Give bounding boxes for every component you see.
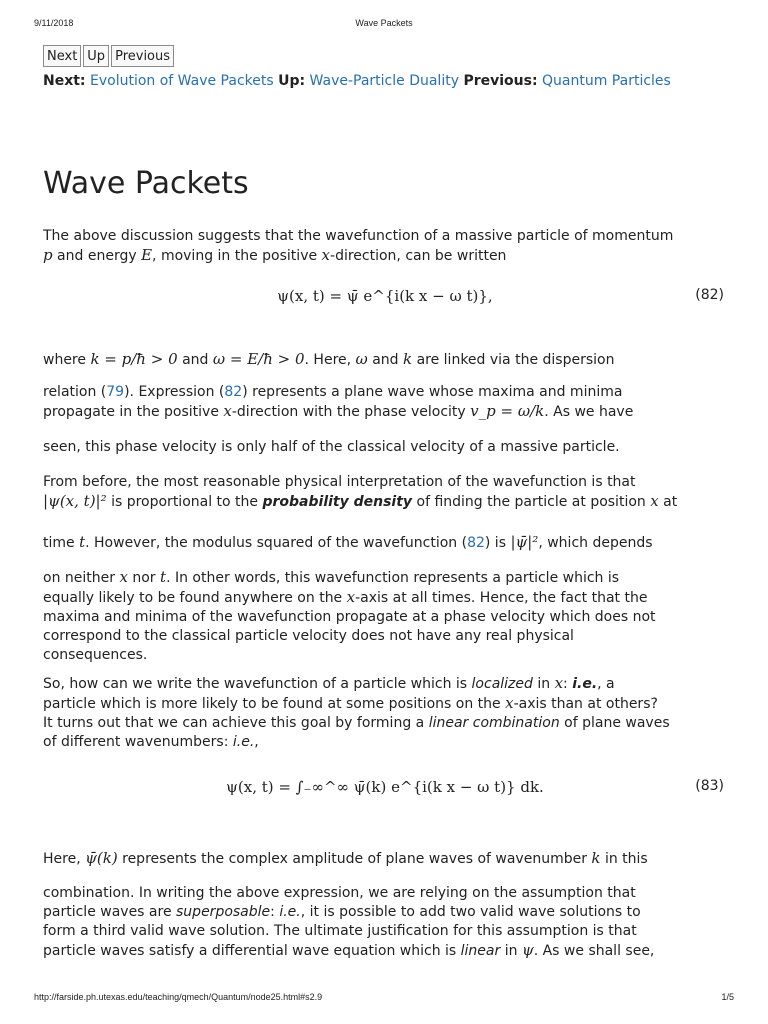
math-E: E [141,246,153,264]
text: consequences. [43,647,148,663]
emphasis-superposable: superposable [176,904,271,920]
page-title: Wave Packets [43,166,249,201]
text: . However, the modulus squared of the wavefunction ( [85,535,468,551]
text: -direction with the phase velocity [231,404,471,420]
text: seen, this phase velocity is only half of the classical velocity of a massive particle. [43,439,620,455]
math-k: k [403,350,413,368]
text: . As we shall see, [533,943,655,959]
text: are linked via the dispersion [412,352,615,368]
text: of plane waves [559,715,670,731]
text: Here, [43,851,86,867]
paragraph-dispersion-line1 [43,350,727,370]
math-x: x [119,568,128,586]
paragraph-probability-part3 [43,568,727,665]
text: So, how can we write the wavefunction of a particle which is [43,676,472,692]
text: . As we have [544,404,634,420]
equation-83-number: (83) [695,778,724,794]
math-x: x [321,246,331,264]
text: , a [597,676,615,692]
math-x: x [505,694,514,712]
up-link[interactable]: Wave-Particle Duality [309,73,459,89]
equation-82-expression: ψ(x, t) = ψ̄ e^{i(k x − ω t)}, [277,287,493,305]
emphasis-ie: i.e. [572,676,598,692]
text: : [270,904,280,920]
math-k: k [591,849,601,867]
previous-label: Previous: [463,73,538,89]
math-x: x [554,674,564,692]
next-button[interactable]: Next [43,45,81,67]
text: and energy [52,248,142,264]
text: particle waves are [43,904,177,920]
navigation-buttons [43,45,174,69]
text: represents the complex amplitude of plane waves of wavenumber [117,851,592,867]
text: in [500,943,522,959]
equation-82 [43,287,727,317]
text: particle which is more likely to be found at some positions on the [43,696,506,712]
text: : [563,676,573,692]
math-x: x [346,588,356,606]
math-psi: ψ [521,941,534,959]
text: From before, the most reasonable physical interpretation of the wavefunction is that [43,474,636,490]
text: on neither [43,570,120,586]
text: equally likely to be found anywhere on the [43,590,347,606]
math-x: x [223,402,232,420]
equation-83 [43,778,727,808]
emphasis-localized: localized [471,676,533,692]
text: correspond to the classical particle velocity does not have any real physical [43,628,574,644]
previous-button[interactable]: Previous [111,45,174,67]
text: relation ( [43,384,107,400]
text: is proportional to the [106,494,263,510]
math-psi-modulus-squared: |ψ(x, t)|² [43,492,107,510]
text: -direction, can be written [330,248,507,264]
math-k-def: k = p/ħ > 0 [90,350,178,368]
text: nor [127,570,161,586]
print-footer [0,992,768,1006]
print-page-number: 1/5 [721,992,734,1002]
text: propagate in the positive [43,404,224,420]
equation-82-number: (82) [695,287,724,303]
text: where [43,352,91,368]
text: time [43,535,80,551]
paragraph-dispersion-line3 [43,438,727,457]
text: . In other words, this wavefunction represents a particle which is [166,570,620,586]
emphasis-probability-density: probability density [262,494,413,510]
previous-link[interactable]: Quantum Particles [542,73,671,89]
text: ) represents a plane wave whose maxima and minima [242,384,623,400]
text: . Here, [304,352,356,368]
text: -axis at all times. Hence, the fact that the [355,590,648,606]
text: and [177,352,213,368]
text: of different wavenumbers: [43,734,233,750]
emphasis-linear: linear [460,943,501,959]
equation-83-expression: ψ(x, t) = ∫₋∞^∞ ψ̄(k) e^{i(k x − ω t)} dk. [226,778,544,796]
print-title: Wave Packets [355,18,413,28]
text: combination. In writing the above expression, we are relying on the assumption that [43,885,636,901]
text: and [367,352,404,368]
text: , it is possible to add two valid wave solutions to [300,904,641,920]
print-url: http://farside.ph.utexas.edu/teaching/qmech/Quantum/node25.html#s2.9 [34,992,323,1002]
paragraph-dispersion-line2 [43,383,727,422]
emphasis-ie: i.e. [279,904,301,920]
up-label: Up: [278,73,306,89]
paragraph-intro [43,227,727,266]
text: maxima and minima of the wavefunction propagate at a phase velocity which does not [43,609,656,625]
text: It turns out that we can achieve this goal by forming a [43,715,429,731]
math-t: t [160,568,167,586]
text: in [532,676,555,692]
text: The above discussion suggests that the wavefunction of a massive particle of momentum [43,228,674,244]
emphasis-linear-combination: linear combination [428,715,560,731]
text: ). Expression ( [124,384,225,400]
text: at [658,494,678,510]
math-psibar-modulus-squared: |ψ̄|² [510,533,539,551]
up-button[interactable]: Up [83,45,109,67]
text: , [254,734,259,750]
text: of finding the particle at position [412,494,651,510]
emphasis-ie: i.e. [232,734,255,750]
equation-82-ref[interactable]: 82 [467,535,485,551]
math-phase-velocity: v_p = ω/k [470,402,545,420]
text: , which depends [538,535,653,551]
math-x: x [650,492,659,510]
print-date: 9/11/2018 [34,18,74,28]
text: in this [600,851,648,867]
paragraph-superposition-rest [43,884,727,961]
next-label: Next: [43,73,86,89]
math-p: p [43,246,53,264]
next-link[interactable]: Evolution of Wave Packets [90,73,274,89]
equation-79-ref[interactable]: 79 [106,384,125,400]
print-header [0,18,768,32]
paragraph-superposition-line1 [43,849,727,869]
math-omega: ω [355,350,368,368]
paragraph-localized [43,674,727,752]
paragraph-probability-part1 [43,473,727,512]
math-omega-def: ω = E/ħ > 0 [212,350,305,368]
math-psibar-k: ψ̄(k) [85,849,118,867]
equation-82-ref[interactable]: 82 [224,384,243,400]
text: , moving in the positive [152,248,322,264]
paragraph-probability-part2 [43,533,727,553]
text: form a third valid wave solution. The ultimate justification for this assumption is that [43,923,637,939]
text: ) is [484,535,511,551]
text: particle waves satisfy a differential wave equation which is [43,943,461,959]
text: -axis than at others? [513,696,658,712]
math-t: t [79,533,86,551]
navigation-links [43,73,743,89]
